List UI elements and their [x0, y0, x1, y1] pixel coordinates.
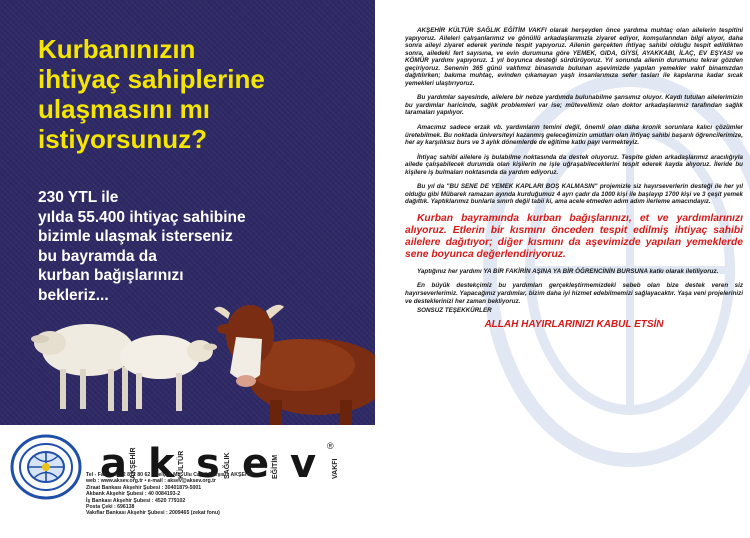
closing-blessing: ALLAH HAYIRLARINIZI KABUL ETSİN [484, 318, 664, 330]
article-paragraph: AKŞEHİR KÜLTÜR SAĞLIK EĞİTİM VAKFI olarak herşeyden önce yardıma muhtaç olan ailelerin tespitini yapıyoruz. Aileleri çalışanlarımız ve gönüllü arkadaşlarımızla ziyaret ediyor, komşularından bilgi alıyor, daha sonra aileyi ziyaret ederek yerinde tespit yapıyoruz. Ailenin gerçekten ihtiyaç sahibi olduğu tespit edildikten sonra, ailedeki fert sayısına, ve evin durumuna göre YEMEK, GIDA, GİYSİ, AYAKKABI, İLAÇ, EV EŞYASI ve KÖMÜR yardımı yapıyoruz. 1 yıl boyunca desteği sürdürüyoruz. Yıl sonunda ailenin durumunu tekrar gözden geçiriyoruz. Senenin 365 günü vakfımız binasında bulunan aşevimizde yapılan yemekler vakıf binamızdan dağıtılırken; bakıma muhtaç, evinden çıkamayan yaşlı insanlarımıza sefer tasları ile kapılarına kadar sıcak yemekleri ulaştırıyoruz. [405, 27, 743, 87]
contact-line: İş Bankası Akşehir Şubesi : 4520 779102 [86, 497, 186, 504]
headline-line: Kurbanınızın [38, 34, 196, 64]
headline-line: istiyorsunuz? [38, 124, 208, 154]
kurban-highlight: Kurban bayramında kurban bağışlarınızı, et ve yardımlarınızı alıyoruz. Etlerin bir kısmını önceden tespit edilmiş ihtiyaç sahibi ailelere dağıtıyor; diğer kısmını da aşevimizde yapılan yemeklerde sene boyunca değerlendiriyoruz. [405, 212, 743, 260]
headline-line: ulaşmasını mı [38, 94, 210, 124]
brand-vertical-label: SAĞLIK [224, 452, 231, 479]
brand-vertical-label: AKŞEHİR [130, 447, 137, 479]
aksev-brand [0, 425, 375, 538]
sheep-illustration [31, 324, 217, 411]
right-panel [375, 0, 750, 538]
pitch-line: bizimle ulaşmak isterseniz [38, 228, 233, 245]
brand-letter: k [148, 441, 175, 487]
contact-info [86, 472, 254, 517]
article-body [405, 27, 743, 331]
thanks-line: SONSUZ TEŞEKKÜRLER [417, 307, 492, 315]
registered-mark: ® [327, 441, 334, 451]
brand-letter: s [196, 441, 220, 487]
contact-line: Vakıflar Bankası Akşehir Şubesi : 2009465 (zekat fonu) [86, 510, 220, 517]
brand-letter: e [242, 441, 270, 487]
contact-line: Ziraat Bankası Akşehir Şubesi : 30401879-5001 [86, 484, 202, 491]
pitch-line: bekleriz... [38, 286, 109, 304]
article-paragraph: Amacımız sadece erzak vb. yardımların temini değil, önemli olan daha kronik sorunlara kalıcı çözümler üretebilmek. Bu noktada üniversiteyi kazanmış geleceğimizin umutları olan ihtiyaç sahibi başarılı öğrencilerimize, her ay karşılıksız burs ve 3 aylık dönemlerde de eğitime katkı payı vermekteyiz. [405, 124, 743, 147]
brand-vertical-label: EĞİTİM [272, 454, 279, 479]
pitch-line: 230 YTL ile [38, 189, 119, 206]
article-paragraph: Yaptığınız her yardımı YA BİR FAKİRİN AŞINA YA BİR ÖĞRENCİNİN BURSUNA katkı olarak iletiliyoruz. [417, 267, 719, 275]
contact-line: Akbank Akşehir Şubesi : 40 0084193-2 [86, 491, 181, 498]
pitch-line: kurban bağışlarınızı [38, 267, 184, 284]
contact-line: Posta Çeki : 696138 [86, 504, 135, 511]
navy-poster [0, 0, 375, 425]
pitch-line: yılda 55.400 ihtiyaç sahibine [38, 208, 246, 226]
donation-pitch [38, 188, 368, 305]
bull-illustration [214, 305, 375, 425]
article-paragraph: Bu yardımlar sayesinde, ailelere bir nebze yardımda bulunabilme şansımız oluyor. Kaydı tutulan ailelerimizin bu yardımlar haricinde, sağlık problemleri var ise; mütevellimiz olan doktor arkadaşlarımız tarafından sağlık taramaları yapılıyor. [405, 94, 743, 117]
brand-letter: v [290, 441, 317, 487]
headline [38, 34, 368, 154]
article-paragraph: En büyük destekçimiz bu yardımları gerçekleştirmemizdeki sebeb olan bize destek veren siz hayırseverlerimiz. Yapacağınız yardımlar, bizim daha iyi hizmet edebilmemizi sağlayacaktır. Yaşa veni projelerinizi ve desteklerinizi her zaman bekliyoruz. [405, 282, 743, 305]
globe-emblem-icon [10, 434, 82, 500]
headline-line: ihtiyaç sahiplerine [38, 64, 265, 94]
contact-line: Tel - Faks : 0332 812 80 62 • Selçuk Mh. Ulu Camii Karşısı - AKŞEHİR [86, 472, 254, 478]
contact-line: web : www.aksev.org.tr • e-mail : aksev@aksev.org.tr [86, 478, 216, 485]
brand-vertical-label: VAKFI [332, 458, 339, 479]
article-paragraph: Bu yıl da "BU SENE DE YEMEK KAPLARI BOŞ KALMASIN" projemizle siz hayırseverlerin desteği ile her yıl olduğu gibi Mübarek ramazan ayında kurduğumuz 4 ayrı çadır da 1000 kişi ile başlayıp 1700 kişi ve 3 çeşit yemek dağıttık. Yaptıklarımız bunlarla sınırlı değil tabii ki, ama acele etmeden adım adım ilerleme amacındayız. [405, 183, 743, 206]
livestock-illustration [0, 295, 375, 425]
brand-vertical-label: KÜLTÜR [178, 450, 185, 479]
pitch-line: bu bayramda da [38, 247, 157, 265]
article-paragraph: İhtiyaç sahibi ailelere iş bulabilme noktasında da destek oluyoruz. Tespite giden arkadaşlarımız aracılığıyla ailede çalışabilecek durumda olan kişilerin ne işle uğraşabileceklerini tespit ederek kayda alıyoruz. İleride bu kişilere iş bulmaları noktasında da yardım ediyoruz. [405, 153, 743, 176]
brand-letter: a [100, 441, 127, 487]
